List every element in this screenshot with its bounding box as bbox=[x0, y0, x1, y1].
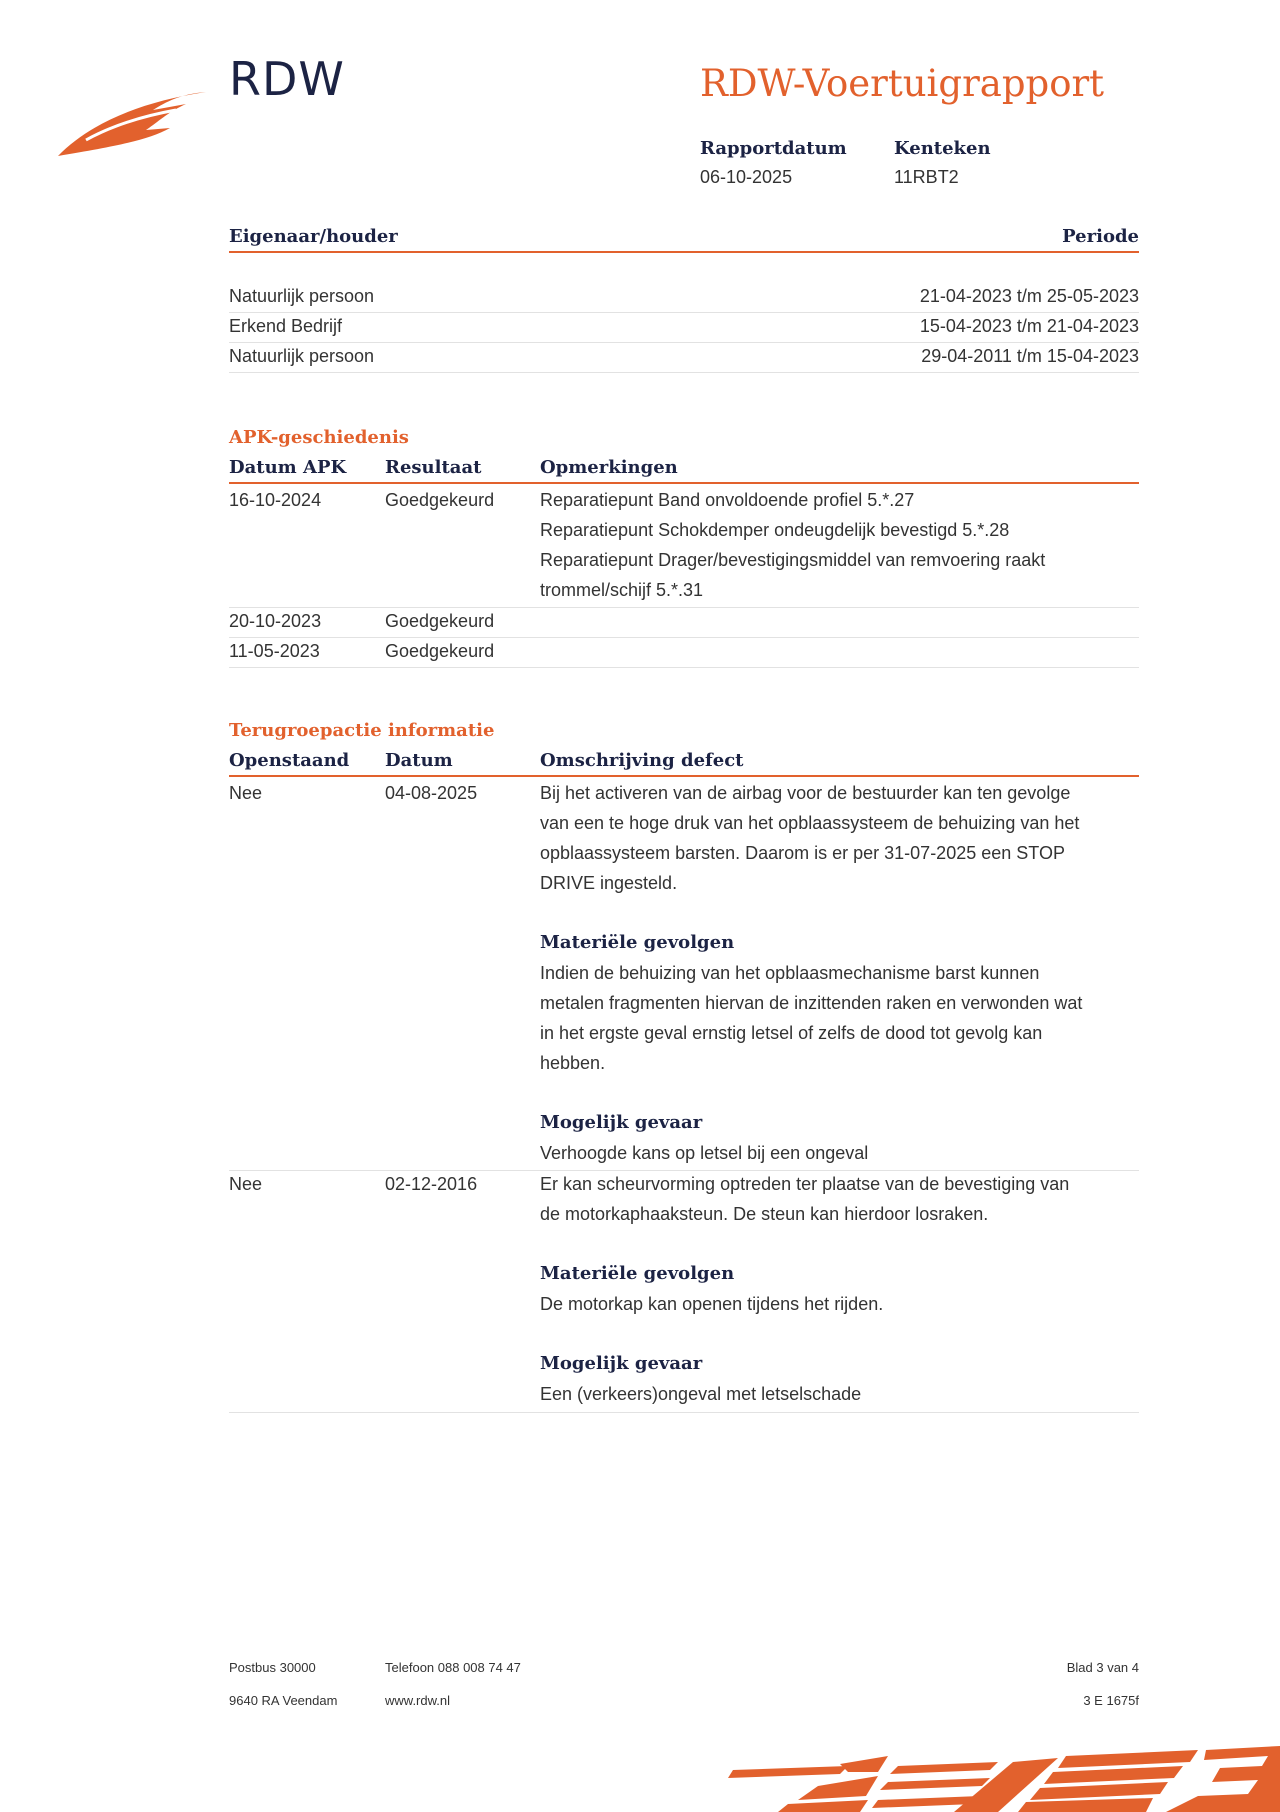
apk-date: 16-10-2024 bbox=[229, 490, 322, 510]
row-divider bbox=[229, 372, 1139, 373]
recall-desc-line: opblaassysteem barsten. Daarom is er per 31-07-2025 een STOP bbox=[540, 843, 1065, 863]
consequences-label: Materiële gevolgen bbox=[540, 1263, 735, 1284]
consequences-line: metalen fragmenten hiervan de inzittenden raken en verwonden wat bbox=[540, 993, 1083, 1013]
footer-website-link[interactable]: www.rdw.nl bbox=[385, 1693, 451, 1708]
owner-row bbox=[229, 341, 1139, 371]
apk-result: Goedgekeurd bbox=[385, 641, 495, 661]
apk-date: 20-10-2023 bbox=[229, 611, 322, 631]
owners-header-rule bbox=[229, 251, 1139, 253]
footer-postbus: Postbus 30000 bbox=[229, 1660, 316, 1675]
row-divider bbox=[229, 637, 1139, 638]
recall-desc-header: Omschrijving defect bbox=[540, 750, 744, 771]
owner-row bbox=[229, 281, 1139, 311]
apk-result: Goedgekeurd bbox=[385, 611, 495, 631]
apk-header-rule bbox=[229, 482, 1139, 484]
recall-desc-line: Bij het activeren van de airbag voor de bestuurder kan ten gevolge bbox=[540, 783, 1071, 803]
recall-section-title: Terugroepactie informatie bbox=[229, 720, 495, 741]
owner-type: Erkend Bedrijf bbox=[229, 316, 343, 336]
row-divider bbox=[229, 607, 1139, 608]
owner-period: 21-04-2023 t/m 25-05-2023 bbox=[919, 286, 1139, 306]
apk-section-title: APK-geschiedenis bbox=[229, 427, 409, 448]
apk-remark: Reparatiepunt Schokdemper ondeugdelijk bevestigd 5.*.28 bbox=[540, 520, 1010, 540]
stripe-graphic-icon bbox=[728, 1742, 1280, 1812]
apk-remarks-header: Opmerkingen bbox=[540, 457, 678, 478]
brand-name: RDW bbox=[229, 52, 345, 106]
recall-desc-line: van een te hoge druk van het opblaassysteem de behuizing van het bbox=[540, 813, 1080, 833]
recall-open: Nee bbox=[229, 1174, 263, 1194]
danger-label: Mogelijk gevaar bbox=[540, 1112, 703, 1133]
consequences-line: hebben. bbox=[540, 1053, 606, 1073]
apk-remark: Reparatiepunt Drager/bevestigingsmiddel van remvoering raakt bbox=[540, 550, 1046, 570]
period-column-header: Periode bbox=[1062, 226, 1139, 247]
apk-remark: trommel/schijf 5.*.31 bbox=[540, 580, 704, 600]
owner-row bbox=[229, 311, 1139, 341]
recall-desc-line: Er kan scheurvorming optreden ter plaatse van de bevestiging van bbox=[540, 1174, 1070, 1194]
footer-doc-code: 3 E 1675f bbox=[1083, 1693, 1139, 1708]
recall-desc-line: DRIVE ingesteld. bbox=[540, 873, 678, 893]
kenteken-value: 11RBT2 bbox=[894, 167, 959, 187]
recall-header-rule bbox=[229, 775, 1139, 777]
report-title: RDW-Voertuigrapport bbox=[700, 62, 1105, 105]
rdw-logo-icon bbox=[58, 80, 208, 160]
apk-date-header: Datum APK bbox=[229, 457, 347, 478]
consequences-label: Materiële gevolgen bbox=[540, 932, 735, 953]
recall-date: 02-12-2016 bbox=[385, 1174, 478, 1194]
apk-result: Goedgekeurd bbox=[385, 490, 495, 510]
row-divider bbox=[229, 667, 1139, 668]
danger-label: Mogelijk gevaar bbox=[540, 1353, 703, 1374]
recall-date-header: Datum bbox=[385, 750, 453, 771]
footer-page-number: Blad 3 van 4 bbox=[1066, 1660, 1139, 1675]
consequences-line: in het ergste geval ernstig letsel of zelfs de dood tot gevolg kan bbox=[540, 1023, 1043, 1043]
rapportdatum-label: Rapportdatum bbox=[700, 138, 847, 159]
consequences-line: De motorkap kan openen tijdens het rijden. bbox=[540, 1294, 884, 1314]
footer-phone: Telefoon 088 008 74 47 bbox=[385, 1660, 521, 1675]
rapportdatum-value: 06-10-2025 bbox=[700, 167, 793, 187]
owner-column-header: Eigenaar/houder bbox=[229, 226, 398, 247]
apk-remark: Reparatiepunt Band onvoldoende profiel 5.*.27 bbox=[540, 490, 915, 510]
consequences-line: Indien de behuizing van het opblaasmechanisme barst kunnen bbox=[540, 963, 1040, 983]
danger-text: Verhoogde kans op letsel bij een ongeval bbox=[540, 1143, 869, 1163]
kenteken-label: Kenteken bbox=[894, 138, 991, 159]
owner-period: 29-04-2011 t/m 15-04-2023 bbox=[921, 346, 1139, 366]
recall-date: 04-08-2025 bbox=[385, 783, 478, 803]
apk-result-header: Resultaat bbox=[385, 457, 482, 478]
recall-open: Nee bbox=[229, 783, 263, 803]
footer-city: 9640 RA Veendam bbox=[229, 1693, 338, 1708]
owner-type: Natuurlijk persoon bbox=[229, 346, 375, 366]
row-divider bbox=[229, 1412, 1139, 1413]
apk-date: 11-05-2023 bbox=[229, 641, 320, 661]
recall-open-header: Openstaand bbox=[229, 750, 350, 771]
owner-type: Natuurlijk persoon bbox=[229, 286, 375, 306]
owner-period: 15-04-2023 t/m 21-04-2023 bbox=[919, 316, 1139, 336]
recall-desc-line: de motorkaphaaksteun. De steun kan hierdoor losraken. bbox=[540, 1204, 989, 1224]
danger-text: Een (verkeers)ongeval met letselschade bbox=[540, 1384, 862, 1404]
